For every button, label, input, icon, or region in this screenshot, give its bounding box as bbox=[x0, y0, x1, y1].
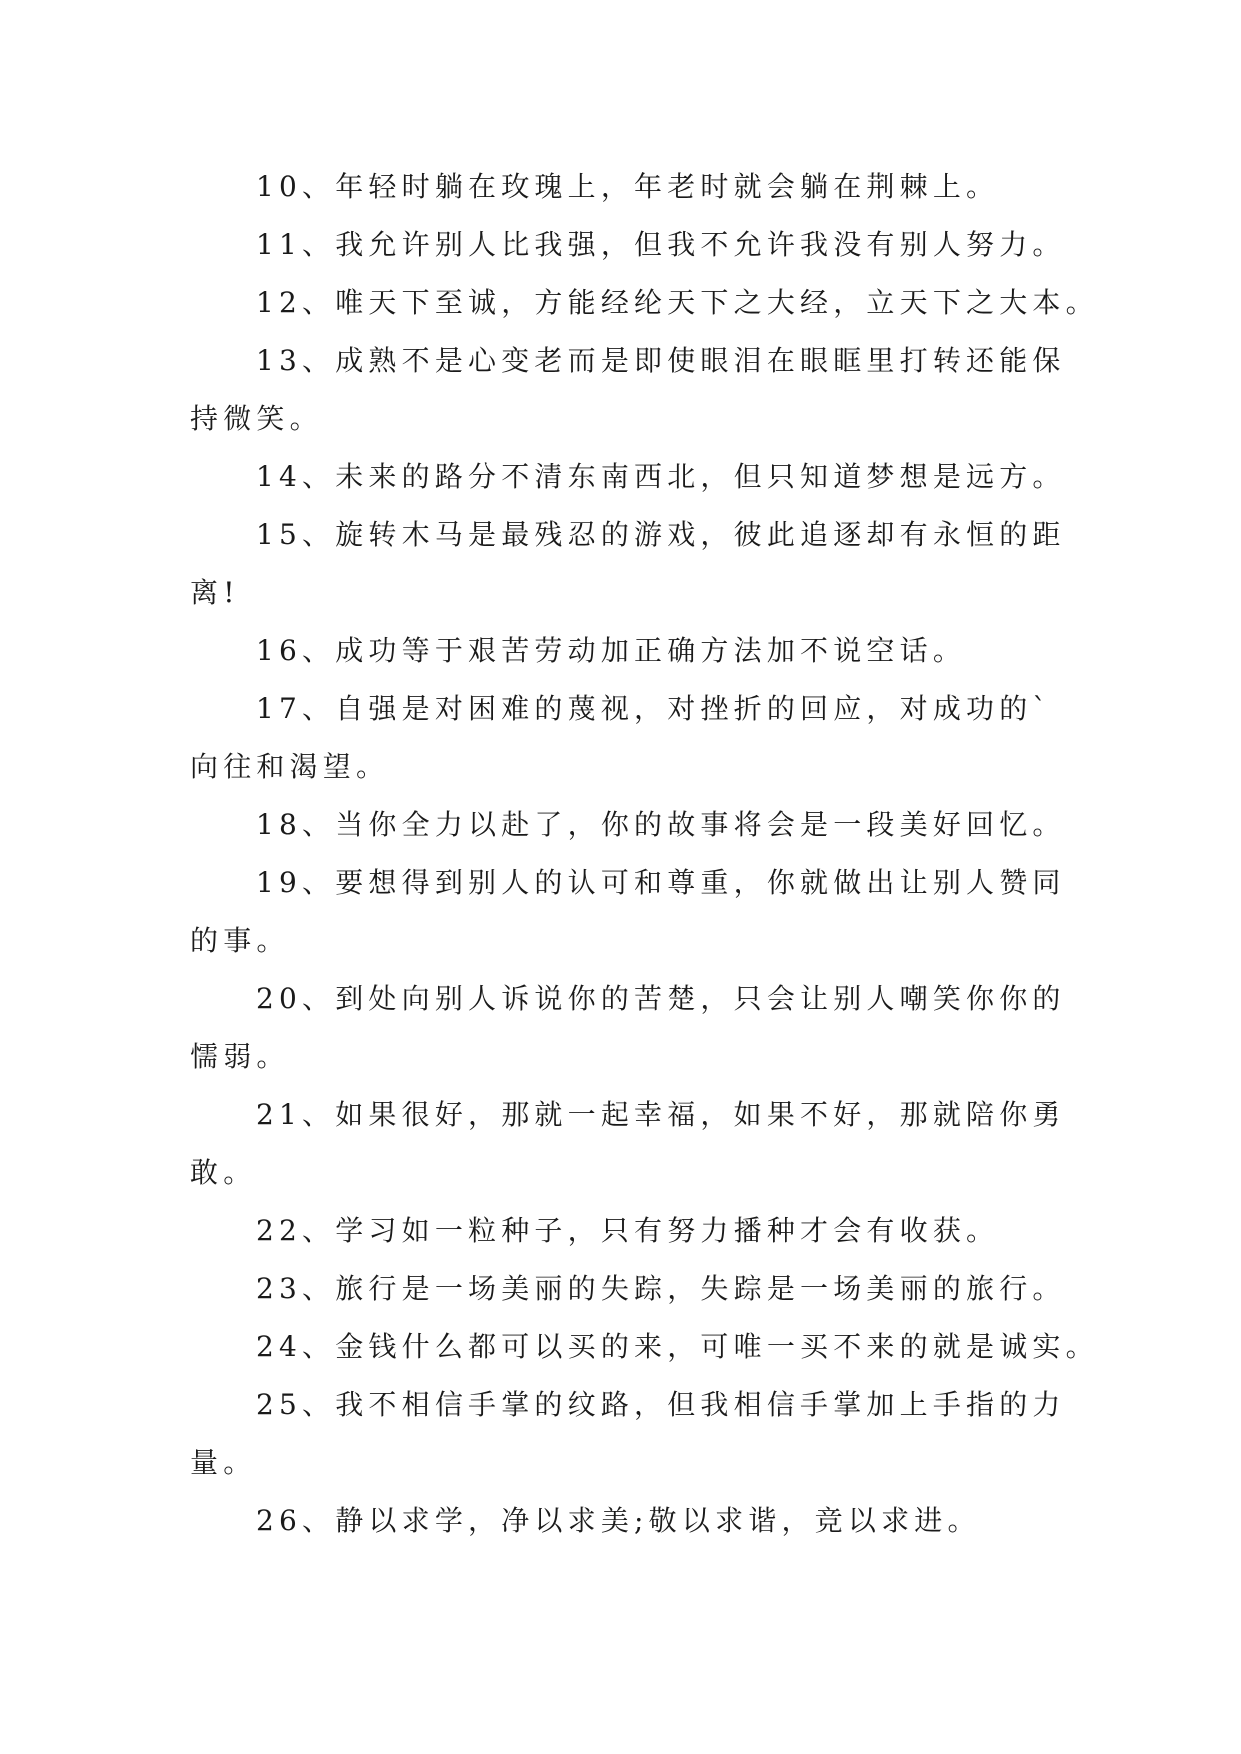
quote-14: 14、未来的路分不清东南西北，但只知道梦想是远方。 bbox=[256, 460, 1066, 493]
quote-25-line-1: 25、我不相信手掌的纹路，但我相信手掌加上手指的力 bbox=[256, 1388, 1066, 1421]
quote-24: 24、金钱什么都可以买的来，可唯一买不来的就是诚实。 bbox=[256, 1330, 1099, 1363]
quote-23: 23、旅行是一场美丽的失踪，失踪是一场美丽的旅行。 bbox=[256, 1272, 1066, 1305]
quote-11: 11、我允许别人比我强，但我不允许我没有别人努力。 bbox=[256, 228, 1066, 261]
quote-18: 18、当你全力以赴了，你的故事将会是一段美好回忆。 bbox=[256, 808, 1066, 841]
quote-10: 10、年轻时躺在玫瑰上，年老时就会躺在荆棘上。 bbox=[256, 170, 1000, 203]
quote-16: 16、成功等于艰苦劳动加正确方法加不说空话。 bbox=[256, 634, 967, 667]
quote-13-line-2: 持微笑。 bbox=[190, 402, 323, 435]
quote-26: 26、静以求学，净以求美;敬以求谐，竞以求进。 bbox=[256, 1504, 981, 1537]
quote-20-line-2: 懦弱。 bbox=[190, 1040, 290, 1073]
quote-15-line-2: 离! bbox=[190, 576, 240, 609]
quote-17-line-2: 向往和渴望。 bbox=[190, 750, 390, 783]
quote-22: 22、学习如一粒种子，只有努力播种才会有收获。 bbox=[256, 1214, 1000, 1247]
quote-13-line-1: 13、成熟不是心变老而是即使眼泪在眼眶里打转还能保 bbox=[256, 344, 1066, 377]
quote-17-line-1: 17、自强是对困难的蔑视，对挫折的回应，对成功的` bbox=[256, 692, 1052, 725]
quote-19-line-2: 的事。 bbox=[190, 924, 290, 957]
quote-15-line-1: 15、旋转木马是最残忍的游戏，彼此追逐却有永恒的距 bbox=[256, 518, 1066, 551]
quote-12: 12、唯天下至诚，方能经纶天下之大经，立天下之大本。 bbox=[256, 286, 1099, 319]
quote-25-line-2: 量。 bbox=[190, 1446, 257, 1479]
quote-21-line-2: 敢。 bbox=[190, 1156, 257, 1189]
quote-21-line-1: 21、如果很好，那就一起幸福，如果不好，那就陪你勇 bbox=[256, 1098, 1066, 1131]
quote-19-line-1: 19、要想得到别人的认可和尊重，你就做出让别人赞同 bbox=[256, 866, 1066, 899]
quote-20-line-1: 20、到处向别人诉说你的苦楚，只会让别人嘲笑你你的 bbox=[256, 982, 1066, 1015]
